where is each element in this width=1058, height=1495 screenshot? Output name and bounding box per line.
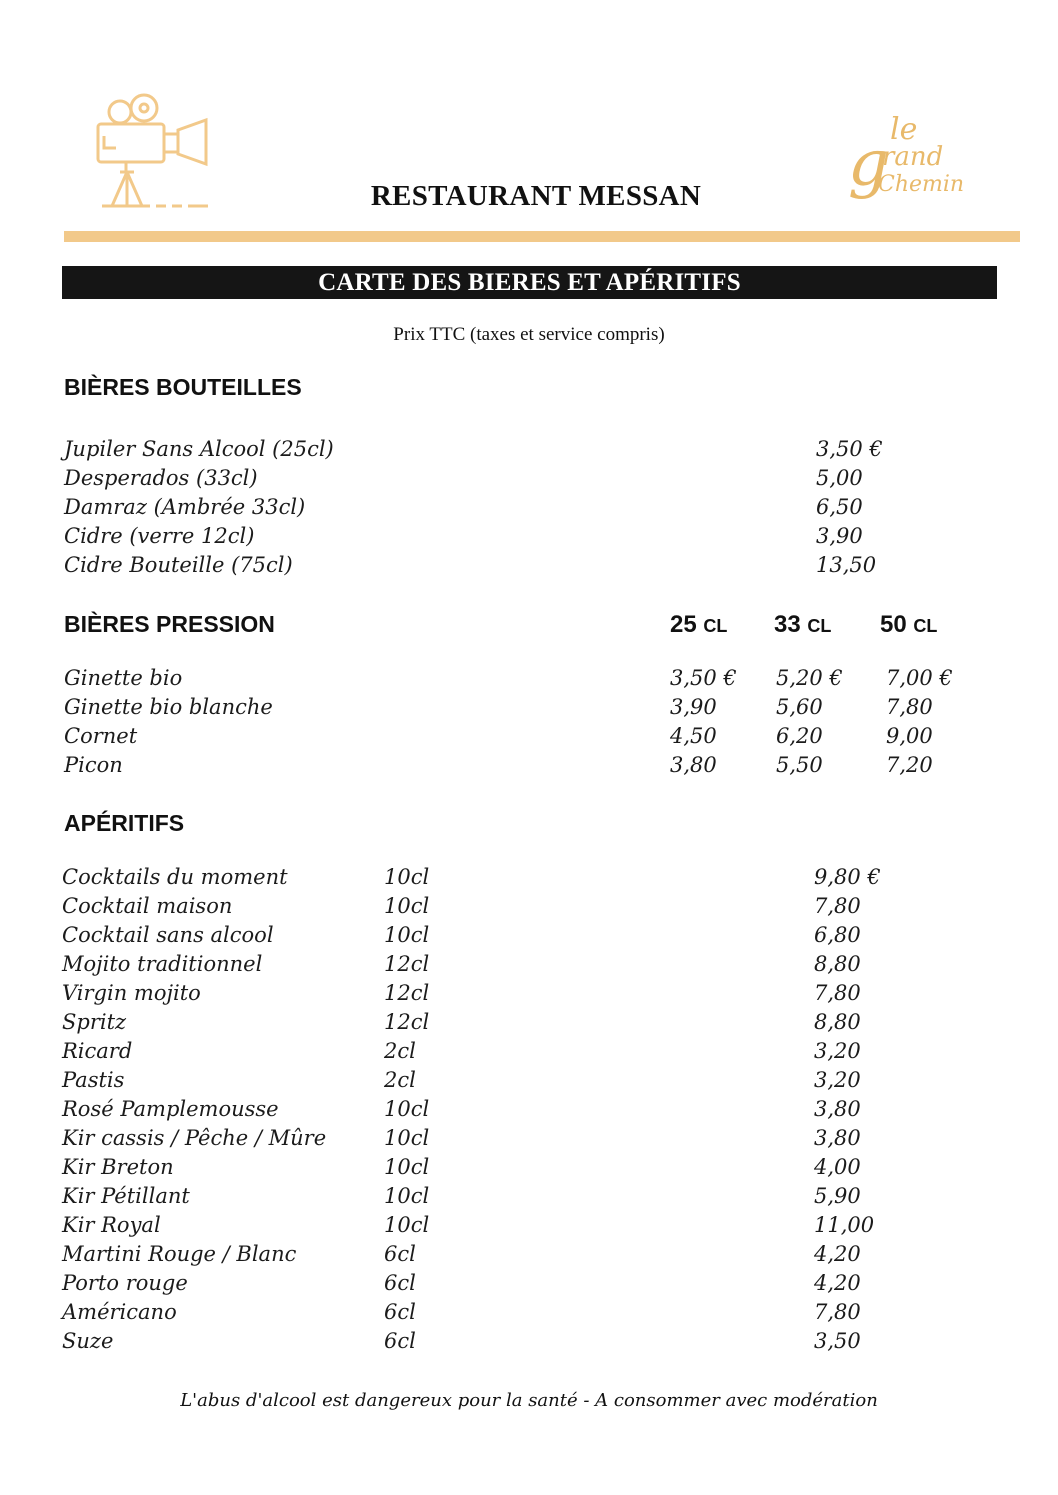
item-name: Kir Royal: [62, 1213, 161, 1237]
health-warning: L'abus d'alcool est dangereux pour la santé - A consommer avec modération: [180, 1390, 878, 1411]
price-33cl: 5,20 €: [776, 666, 843, 690]
list-item: [0, 466, 1058, 495]
item-name: Spritz: [62, 1010, 127, 1034]
price-50cl: 7,00 €: [886, 666, 953, 690]
item-price: 3,50 €: [816, 437, 883, 461]
page-title: RESTAURANT MESSAN: [370, 180, 702, 212]
list-item: [0, 753, 1058, 782]
item-volume: 12cl: [384, 952, 430, 976]
list-item: [0, 1271, 1058, 1300]
section-title-aperitifs: APÉRITIFS: [64, 810, 185, 836]
item-price: 7,80: [814, 894, 861, 918]
item-price: 6,80: [814, 923, 861, 947]
item-name: Cocktails du moment: [62, 865, 288, 889]
price-50cl: 7,80: [886, 695, 933, 719]
column-header-50cl-unit: CL: [913, 616, 938, 636]
section-title-pression: BIÈRES PRESSION: [64, 611, 275, 637]
item-volume: 10cl: [384, 1213, 430, 1237]
price-note: Prix TTC (taxes et service compris): [393, 324, 665, 345]
item-price: 3,50: [814, 1329, 861, 1353]
item-name: Porto rouge: [62, 1271, 188, 1295]
list-item: [0, 894, 1058, 923]
menu-banner: CARTE DES BIERES ET APÉRITIFS: [62, 266, 997, 299]
list-item: [0, 1213, 1058, 1242]
item-price: 8,80: [814, 952, 861, 976]
price-25cl: 4,50: [670, 724, 717, 748]
price-50cl: 9,00: [886, 724, 933, 748]
item-price: 11,00: [814, 1213, 875, 1237]
item-price: 7,80: [814, 981, 861, 1005]
item-volume: 10cl: [384, 1097, 430, 1121]
list-item: [0, 952, 1058, 981]
list-item: [0, 553, 1058, 582]
item-price: 3,80: [814, 1126, 861, 1150]
list-item: [0, 981, 1058, 1010]
list-item: [0, 495, 1058, 524]
item-price: 5,00: [816, 466, 863, 490]
item-name: Cornet: [64, 724, 138, 748]
item-price: 4,20: [814, 1242, 861, 1266]
logo-text-le: le: [890, 112, 918, 147]
list-item: [0, 1126, 1058, 1155]
item-volume: 12cl: [384, 981, 430, 1005]
item-volume: 6cl: [384, 1300, 416, 1324]
list-item: [0, 1184, 1058, 1213]
item-name: Picon: [64, 753, 123, 777]
item-volume: 10cl: [384, 1155, 430, 1179]
item-price: 4,00: [814, 1155, 861, 1179]
list-item: [0, 1155, 1058, 1184]
list-item: [0, 437, 1058, 466]
item-name: Ginette bio blanche: [64, 695, 273, 719]
price-25cl: 3,50 €: [670, 666, 737, 690]
item-volume: 10cl: [384, 865, 430, 889]
item-volume: 2cl: [384, 1068, 416, 1092]
column-header-50cl-num: 50: [880, 611, 907, 638]
item-price: 3,80: [814, 1097, 861, 1121]
logo-text-rand: rand: [882, 142, 944, 172]
item-price: 5,90: [814, 1184, 861, 1208]
column-header-25cl-num: 25: [670, 611, 697, 638]
item-name: Desperados (33cl): [64, 466, 258, 490]
item-name: Suze: [62, 1329, 114, 1353]
item-price: 7,80: [814, 1300, 861, 1324]
item-name: Kir cassis / Pêche / Mûre: [62, 1126, 327, 1150]
item-name: Kir Pétillant: [62, 1184, 190, 1208]
price-33cl: 5,60: [776, 695, 823, 719]
price-25cl: 3,90: [670, 695, 717, 719]
list-item: [0, 1010, 1058, 1039]
logo-text-g: g: [848, 127, 889, 201]
list-item: [0, 695, 1058, 724]
item-volume: 10cl: [384, 894, 430, 918]
item-name: Cocktail sans alcool: [62, 923, 274, 947]
item-volume: 12cl: [384, 1010, 430, 1034]
list-item: [0, 923, 1058, 952]
column-header-33cl-num: 33: [774, 611, 801, 638]
item-name: Martini Rouge / Blanc: [62, 1242, 297, 1266]
item-volume: 6cl: [384, 1271, 416, 1295]
section-title-bouteilles: BIÈRES BOUTEILLES: [64, 374, 302, 400]
price-33cl: 6,20: [776, 724, 823, 748]
item-price: 3,90: [816, 524, 863, 548]
item-volume: 10cl: [384, 923, 430, 947]
price-25cl: 3,80: [670, 753, 717, 777]
item-price: 4,20: [814, 1271, 861, 1295]
item-name: Mojito traditionnel: [62, 952, 263, 976]
item-volume: 6cl: [384, 1242, 416, 1266]
list-item: [0, 1039, 1058, 1068]
item-name: Rosé Pamplemousse: [62, 1097, 279, 1121]
item-name: Ginette bio: [64, 666, 183, 690]
item-name: Cidre (verre 12cl): [64, 524, 255, 548]
column-header-25cl: [670, 611, 727, 639]
list-item: [0, 1329, 1058, 1358]
item-volume: 10cl: [384, 1184, 430, 1208]
list-item: [0, 1300, 1058, 1329]
list-item: [0, 524, 1058, 553]
list-item: [0, 1097, 1058, 1126]
logo-text-chemin: Chemin: [878, 172, 965, 197]
item-price: 13,50: [816, 553, 877, 577]
item-volume: 6cl: [384, 1329, 416, 1353]
item-name: Damraz (Ambrée 33cl): [64, 495, 306, 519]
item-name: Kir Breton: [62, 1155, 174, 1179]
item-price: 3,20: [814, 1039, 861, 1063]
list-item: [0, 1242, 1058, 1271]
column-header-25cl-unit: CL: [703, 616, 728, 636]
item-name: Pastis: [62, 1068, 125, 1092]
item-price: 3,20: [814, 1068, 861, 1092]
item-price: 9,80 €: [814, 865, 881, 889]
item-name: Cocktail maison: [62, 894, 233, 918]
list-item: [0, 865, 1058, 894]
item-name: Ricard: [62, 1039, 133, 1063]
price-50cl: 7,20: [886, 753, 933, 777]
item-price: 6,50: [816, 495, 863, 519]
column-header-50cl: [880, 611, 937, 639]
list-item: [0, 724, 1058, 753]
item-price: 8,80: [814, 1010, 861, 1034]
item-name: Jupiler Sans Alcool (25cl): [64, 437, 334, 461]
item-name: Cidre Bouteille (75cl): [64, 553, 293, 577]
column-header-33cl-unit: CL: [807, 616, 832, 636]
item-name: Américano: [62, 1300, 177, 1324]
item-volume: 2cl: [384, 1039, 416, 1063]
price-33cl: 5,50: [776, 753, 823, 777]
list-item: [0, 666, 1058, 695]
item-name: Virgin mojito: [62, 981, 201, 1005]
list-item: [0, 1068, 1058, 1097]
gold-divider: [64, 231, 1020, 242]
column-header-33cl: [774, 611, 831, 639]
item-volume: 10cl: [384, 1126, 430, 1150]
